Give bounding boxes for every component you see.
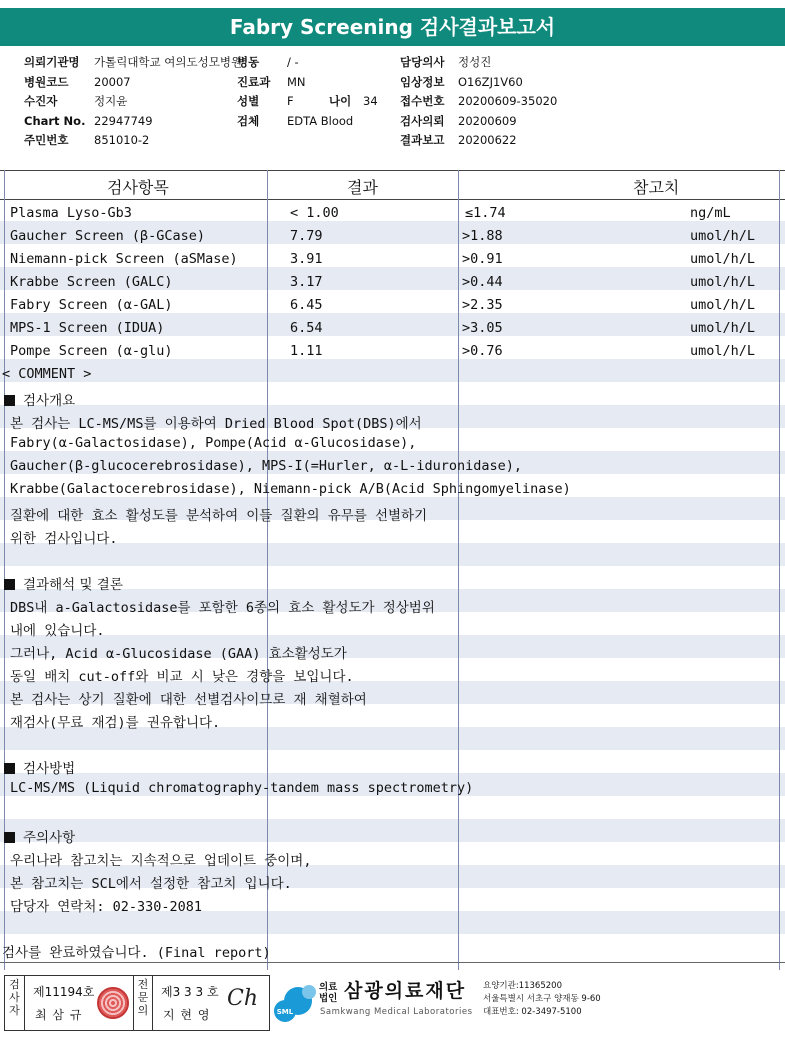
info-row xyxy=(237,92,378,112)
org-info xyxy=(483,980,601,1019)
comment-line: 그러나, Acid α-Glucosidase (GAA) 효소활성도가 xyxy=(10,646,347,662)
info-col-1 xyxy=(24,53,242,151)
org-type-label xyxy=(319,982,341,1004)
comment-line: 담당자 연락처: 02-330-2081 xyxy=(10,899,203,915)
grid-line xyxy=(779,170,780,970)
inspector-vertical-label xyxy=(5,976,25,1030)
results-table xyxy=(0,170,785,970)
section-title: 결과해석 및 결론 xyxy=(23,577,123,593)
info-col-3 xyxy=(400,53,557,151)
info-row xyxy=(24,131,242,151)
comment-line: 동일 배치 cut-off와 비교 시 낮은 경향을 보입니다. xyxy=(10,669,354,685)
test-unit: umol/h/L xyxy=(690,343,756,359)
square-bullet-icon xyxy=(4,763,15,774)
info-label: 임상정보 xyxy=(400,74,445,89)
info-value: F xyxy=(287,94,294,108)
grid-line xyxy=(458,170,459,970)
section-overview-title xyxy=(4,389,75,409)
inspector-vertical-text: 검사자 xyxy=(9,978,20,1017)
test-result: < 1.00 xyxy=(290,205,339,221)
comment-line: DBS내 a-Galactosidase를 포함한 6종의 효소 활성도가 정상범위 xyxy=(10,600,435,616)
test-reference: >1.88 xyxy=(462,228,503,244)
square-bullet-icon xyxy=(4,395,15,406)
test-reference: >0.76 xyxy=(462,343,503,359)
test-reference: >3.05 xyxy=(462,320,503,336)
info-label: 접수번호 xyxy=(400,94,445,108)
specialist-vertical-label xyxy=(133,976,153,1030)
test-unit: umol/h/L xyxy=(690,320,756,336)
inspector-name: 최 삼 규 xyxy=(35,1008,83,1022)
test-result: 1.11 xyxy=(290,343,323,359)
grid-line xyxy=(4,170,5,970)
info-label: 수진자 xyxy=(24,94,58,108)
header-reference: 참고치 xyxy=(633,178,680,197)
specialist-license: 제3 3 3 호 xyxy=(161,985,219,999)
org-subtitle: Samkwang Medical Laboratories xyxy=(320,1007,473,1017)
info-label: 검체 xyxy=(237,113,260,128)
test-reference: >0.91 xyxy=(462,251,503,267)
row-stripe xyxy=(0,819,785,842)
test-item: Pompe Screen (α-glu) xyxy=(10,343,173,359)
section-caution-title xyxy=(4,826,75,846)
signature-box xyxy=(4,975,270,1031)
info-value: / - xyxy=(287,55,299,69)
test-result: 6.45 xyxy=(290,297,323,313)
info-label: 주민번호 xyxy=(24,133,69,147)
info-value: O16ZJ1V60 xyxy=(458,74,523,89)
test-result: 3.91 xyxy=(290,251,323,267)
info-row xyxy=(24,73,242,93)
org-name: 삼광의료재단 xyxy=(344,980,467,1002)
comment-line: 본 검사는 상기 질환에 대한 선별검사이므로 재 채혈하여 xyxy=(10,692,367,708)
comment-line: 본 참고치는 SCL에서 설정한 참고치 입니다. xyxy=(10,876,292,892)
test-unit: umol/h/L xyxy=(690,251,756,267)
report-title: Fabry Screening 검사결과보고서 xyxy=(0,8,785,46)
section-title: 검사방법 xyxy=(23,761,76,777)
header-item: 검사항목 xyxy=(107,178,169,197)
table-bottom-border xyxy=(0,962,785,963)
info-row xyxy=(24,92,242,112)
age-value: 34 xyxy=(363,94,378,108)
section-method-title xyxy=(4,757,75,777)
info-row xyxy=(24,112,242,132)
square-bullet-icon xyxy=(4,579,15,590)
info-value: EDTA Blood xyxy=(287,113,354,128)
info-label: 의뢰기관명 xyxy=(24,55,80,69)
test-unit: umol/h/L xyxy=(690,228,756,244)
info-label: 진료과 xyxy=(237,74,271,89)
org-type-text: 의료법인 xyxy=(319,982,338,1004)
info-label: 병동 xyxy=(237,55,260,69)
specialist-vertical-text: 전문의 xyxy=(137,978,149,1017)
info-row xyxy=(24,53,242,73)
info-value: MN xyxy=(287,74,306,89)
info-value: 20200609 xyxy=(458,113,517,128)
header-result: 결과 xyxy=(347,178,378,197)
test-reference: ≤1.74 xyxy=(465,205,506,221)
info-value: 20200622 xyxy=(458,133,517,147)
test-result: 7.79 xyxy=(290,228,323,244)
info-row xyxy=(237,53,378,73)
final-report-note: 검사를 완료하였습니다. (Final report) xyxy=(2,945,271,961)
test-item: Gaucher Screen (β-GCase) xyxy=(10,228,206,244)
test-unit: umol/h/L xyxy=(690,297,756,313)
info-label: 성별 xyxy=(237,94,260,108)
official-seal-icon xyxy=(97,987,129,1019)
test-item: Krabbe Screen (GALC) xyxy=(10,274,173,290)
row-stripe xyxy=(0,359,785,382)
specialist-name: 지 현 영 xyxy=(163,1008,211,1022)
org-info-line: 대표번호: 02-3497-5100 xyxy=(483,1007,582,1017)
test-result: 6.54 xyxy=(290,320,323,336)
info-value: 가톨릭대학교 여의도성모병원 xyxy=(94,55,243,69)
info-value: 851010-2 xyxy=(94,133,150,147)
comment-line: 질환에 대한 효소 활성도를 분석하여 이들 질환의 유무를 선별하기 xyxy=(10,508,428,524)
org-info-line: 서울특별시 서초구 양재동 9-60 xyxy=(483,994,601,1004)
org-info-line: 요양기관:11365200 xyxy=(483,981,562,991)
info-row xyxy=(237,112,378,132)
sml-logo-icon xyxy=(272,978,318,1024)
info-row xyxy=(400,53,557,73)
info-label: 검사의뢰 xyxy=(400,113,445,128)
section-title: 검사개요 xyxy=(23,393,76,409)
info-row xyxy=(400,112,557,132)
comment-line: 재검사(무료 재검)를 권유합니다. xyxy=(10,715,221,731)
signature-mark: Ch xyxy=(227,986,259,1011)
comment-line: Gaucher(β-glucocerebrosidase), MPS-I(=Hurler, α-L-iduronidase), xyxy=(10,458,523,474)
comment-line: Fabry(α-Galactosidase), Pompe(Acid α-Glucosidase), xyxy=(10,435,417,451)
info-value: 정지윤 xyxy=(94,94,128,108)
info-row xyxy=(400,92,557,112)
square-bullet-icon xyxy=(4,832,15,843)
test-result: 3.17 xyxy=(290,274,323,290)
info-col-2 xyxy=(237,53,378,131)
info-row xyxy=(400,73,557,93)
comment-header: < COMMENT > xyxy=(2,366,92,382)
info-label: Chart No. xyxy=(24,113,86,128)
test-item: Plasma Lyso-Gb3 xyxy=(10,205,132,221)
test-item: Fabry Screen (α-GAL) xyxy=(10,297,173,313)
info-value: 22947749 xyxy=(94,113,153,128)
test-item: Niemann-pick Screen (aSMase) xyxy=(10,251,238,267)
info-value: 정성진 xyxy=(458,55,492,69)
comment-line: 위한 검사입니다. xyxy=(10,531,118,547)
info-value: 20200609-35020 xyxy=(458,94,558,108)
test-unit: umol/h/L xyxy=(690,274,756,290)
info-label: 결과보고 xyxy=(400,133,445,147)
inspector-license: 제11194호 xyxy=(33,985,95,999)
age-label: 나이 xyxy=(329,94,352,108)
section-title: 주의사항 xyxy=(23,830,76,846)
comment-line: 본 검사는 LC-MS/MS를 이용하여 Dried Blood Spot(DBS)에서 xyxy=(10,416,422,432)
test-reference: >2.35 xyxy=(462,297,503,313)
test-unit: ng/mL xyxy=(690,205,731,221)
table-header xyxy=(0,170,785,200)
comment-line: LC-MS/MS (Liquid chromatography-tandem mass spectrometry) xyxy=(10,780,474,796)
test-item: MPS-1 Screen (IDUA) xyxy=(10,320,165,336)
test-reference: >0.44 xyxy=(462,274,503,290)
section-interpretation-title xyxy=(4,573,123,593)
comment-line: Krabbe(Galactocerebrosidase), Niemann-pick A/B(Acid Sphingomyelinase) xyxy=(10,481,571,497)
info-label: 병원코드 xyxy=(24,74,69,89)
info-value: 20007 xyxy=(94,74,131,89)
info-label: 담당의사 xyxy=(400,55,445,69)
logo-text: SML xyxy=(276,1008,294,1016)
comment-line: 우리나라 참고치는 지속적으로 업데이트 중이며, xyxy=(10,853,312,869)
comment-line: 내에 있습니다. xyxy=(10,623,105,639)
info-row xyxy=(237,73,378,93)
info-row xyxy=(400,131,557,151)
